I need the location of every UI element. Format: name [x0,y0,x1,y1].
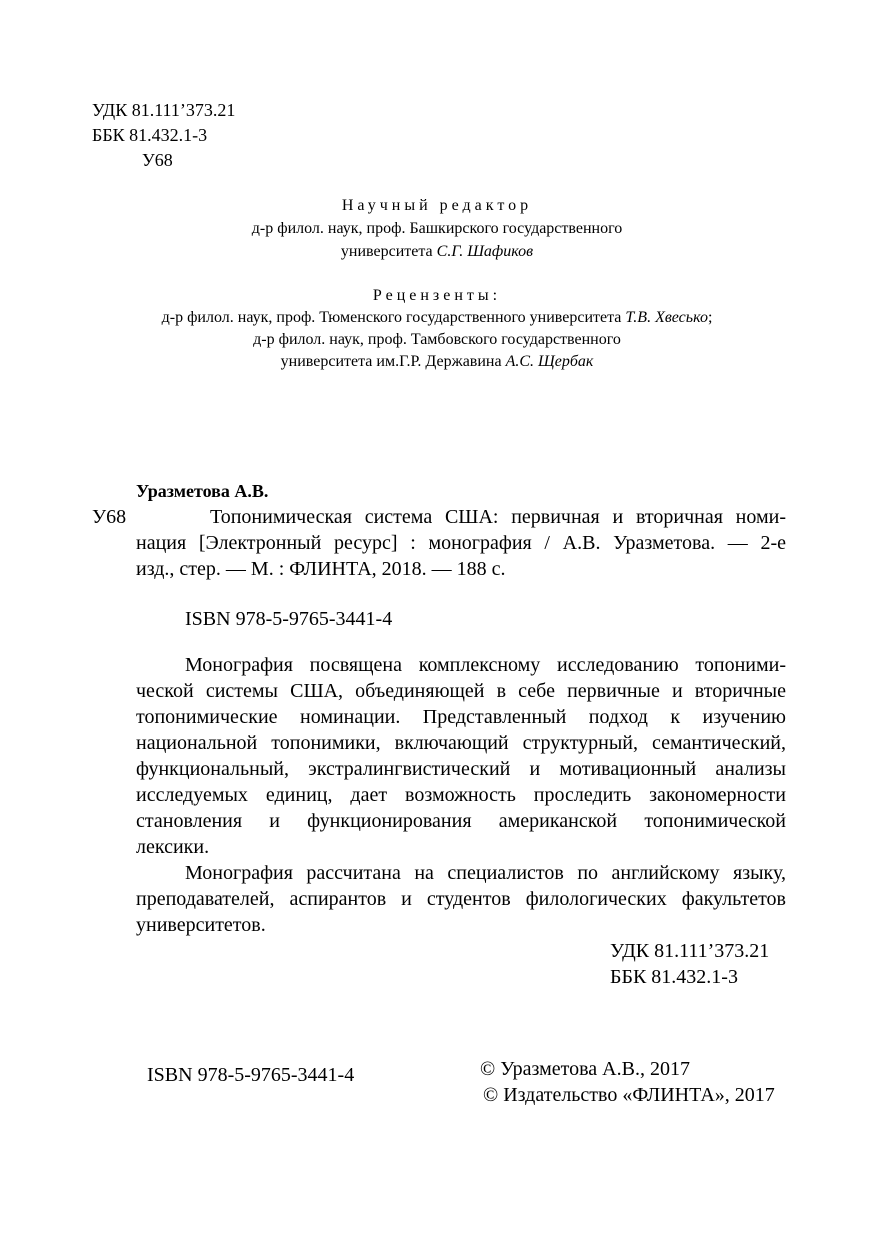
catalog-author: Уразметова А.В. [136,481,269,501]
header-code: У68 [142,150,173,170]
footer-isbn: ISBN 978-5-9765-3441-4 [147,1064,355,1086]
catalog-title-line3: изд., стер. — М. : ФЛИНТА, 2018. — 188 с. [136,558,506,580]
abstract-p1-line8: лексики. [136,836,210,858]
footer-copyright-publisher: © Издательство «ФЛИНТА», 2017 [483,1084,775,1106]
classification-udk: УДК 81.111’373.21 [610,940,770,962]
abstract-p2-line3: университетов. [136,914,266,936]
reviewer-1 [0,306,874,329]
abstract-p2-line2: преподавателей, аспирантов и студентов филологических факультетов [136,888,786,910]
abstract-p1-line5: функциональный, экстралингвистический и мотивационный анализы [136,758,786,780]
editor-line2-prefix: университета [340,243,437,260]
catalog-title-line1: Топонимическая система США: первичная и вторичная номи- [210,506,786,528]
reviewer-2-name: А.С. Щербак [505,353,594,370]
header-bbk: ББК 81.432.1-3 [92,125,208,145]
catalog-code: У68 [92,506,127,528]
editor-line1: д-р филол. наук, проф. Башкирского государственного [251,220,623,237]
abstract-p1-line2: ческой системы США, объединяющей в себе первичные и вторичные [136,680,786,702]
abstract-p1-line1: Монография посвящена комплексному исследованию топоними- [185,654,786,676]
reviewer-2-line1: д-р филол. наук, проф. Тамбовского государственного [253,331,621,348]
classification-bbk: ББК 81.432.1-3 [610,966,738,988]
reviewers-heading: Рецензенты: [372,287,502,304]
reviewer-1-name: Т.В. Хвесько [625,309,708,326]
reviewer-2-line2 [0,350,874,373]
editor-heading: Научный редактор [341,197,533,214]
catalog-title-line2: нация [Электронный ресурс] : монография / А.В. Уразметова. — 2-е [136,532,786,554]
reviewer-2-prefix: университета им.Г.Р. Державина [280,353,506,370]
abstract-p1-line4: национальной топонимики, включающий структурный, семантический, [136,732,786,754]
abstract-p1-line7: становления и функционирования американской топонимической [136,810,786,832]
reviewer-1-prefix: д-р филол. наук, проф. Тюменского государственного университета [161,309,626,326]
catalog-isbn: ISBN 978-5-9765-3441-4 [185,608,393,630]
abstract-p1-line6: исследуемых единиц, дает возможность проследить закономерности [136,784,786,806]
abstract-p2-line1: Монография рассчитана на специалистов по английскому языку, [185,862,786,884]
footer-copyright-author: © Уразметова А.В., 2017 [480,1058,690,1080]
abstract-p1-line3: топонимические номинации. Представленный подход к изучению [136,706,786,728]
header-udk: УДК 81.111’373.21 [92,100,236,120]
editor-name: С.Г. Шафиков [436,243,534,260]
editor-line2 [0,240,874,263]
reviewer-1-suffix: ; [707,309,713,326]
